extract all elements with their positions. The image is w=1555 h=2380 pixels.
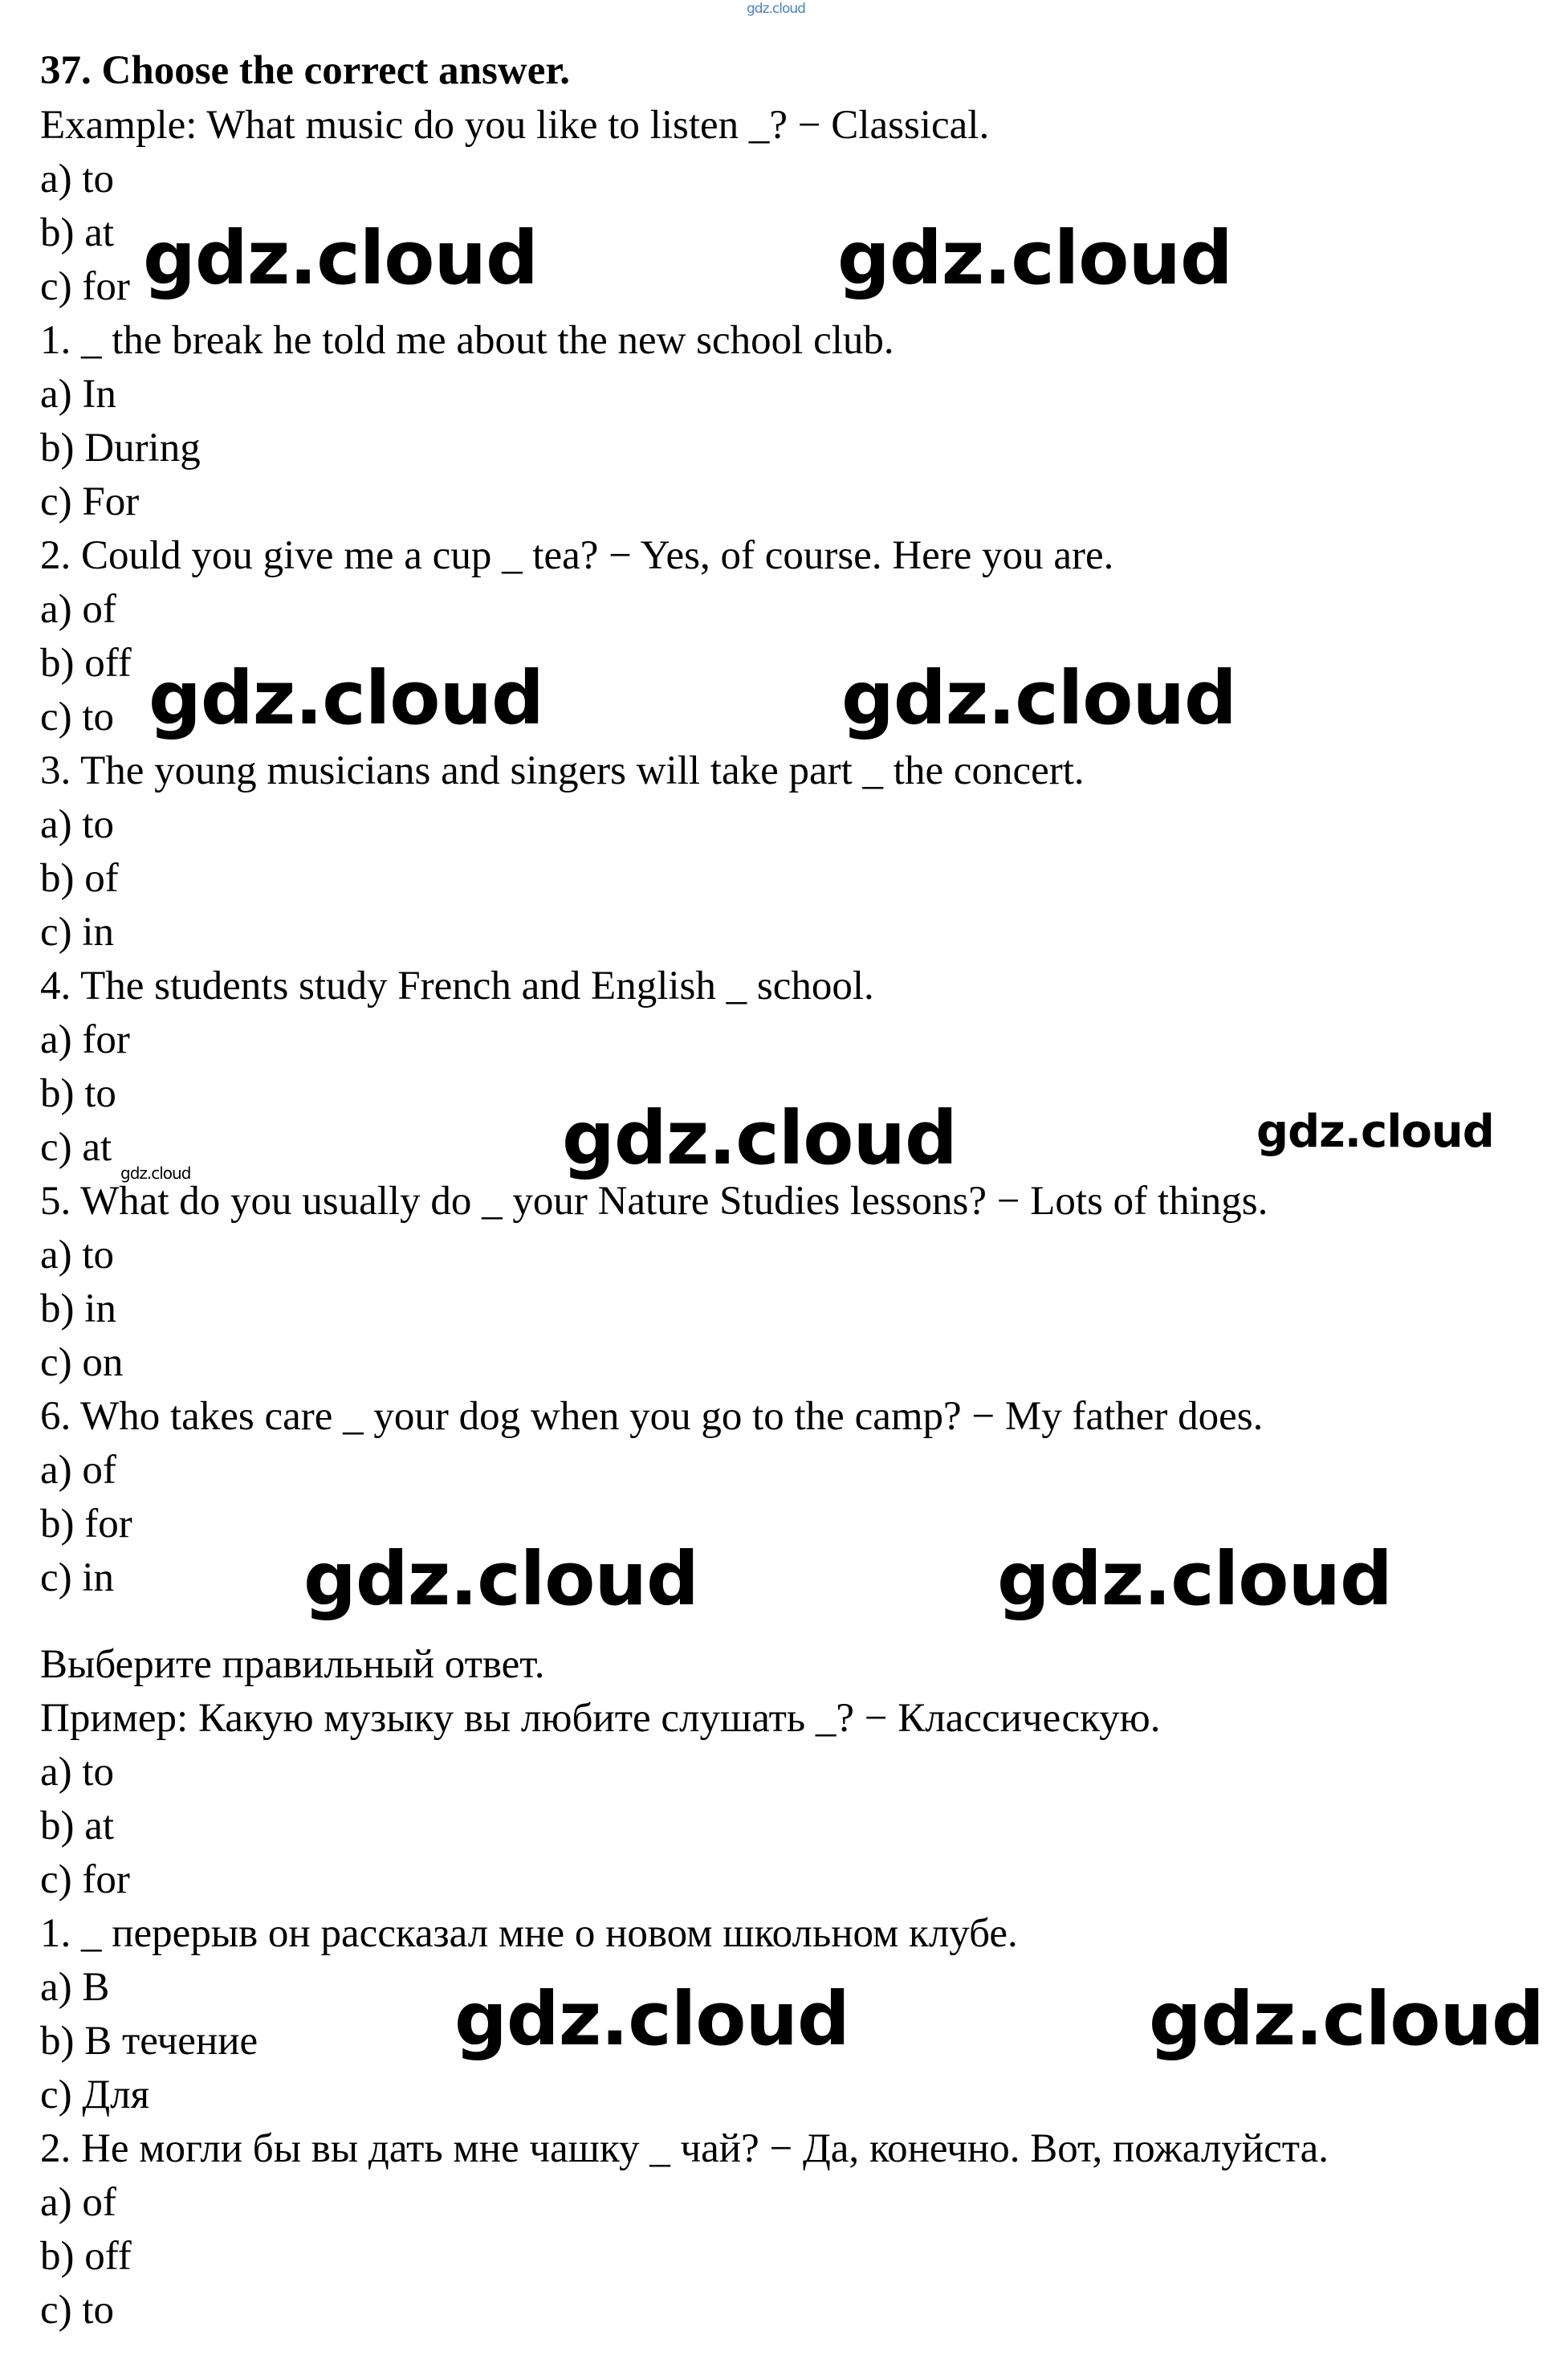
translation-question-1-option-b: b) В течение	[40, 2019, 258, 2064]
question-4-option-b: b) to	[40, 1071, 116, 1116]
translation-question-1: 1. _ перерыв он рассказал мне о новом школьном клубе.	[40, 1911, 1018, 1956]
watermark: gdz.cloud	[303, 1536, 698, 1622]
translation-example-option-b: b) at	[40, 1803, 115, 1848]
question-4: 4. The students study French and English _ school.	[40, 964, 874, 1009]
translation-example: Пример: Какую музыку вы любите слушать _? − Классическую.	[40, 1696, 1161, 1741]
translation-question-1-option-a: a) В	[40, 1965, 110, 2010]
question-2-option-c: c) to	[40, 695, 115, 740]
question-4-option-a: a) for	[40, 1017, 130, 1062]
watermark: gdz.cloud	[120, 1164, 191, 1183]
question-1-option-b: b) During	[40, 426, 201, 471]
question-5-option-a: a) to	[40, 1233, 115, 1278]
watermark: gdz.cloud	[1149, 1976, 1544, 2062]
question-6-option-a: a) of	[40, 1448, 116, 1493]
question-6-option-b: b) for	[40, 1502, 132, 1547]
example-question: Example: What music do you like to listen _? − Classical.	[40, 103, 990, 148]
question-5-option-b: b) in	[40, 1286, 116, 1331]
question-6-option-c: c) in	[40, 1555, 115, 1600]
question-3-option-c: c) in	[40, 910, 115, 955]
example-option-c: c) for	[40, 264, 130, 309]
question-1-option-c: c) For	[40, 479, 140, 524]
example-option-a: a) to	[40, 157, 115, 202]
question-2-option-b: b) off	[40, 641, 132, 686]
watermark: gdz.cloud	[841, 655, 1236, 741]
translation-question-1-option-c: c) Для	[40, 2072, 150, 2117]
question-5-option-c: c) on	[40, 1340, 124, 1385]
question-4-option-c: c) at	[40, 1125, 112, 1170]
translation-example-option-a: a) to	[40, 1750, 115, 1795]
question-2-option-a: a) of	[40, 587, 116, 632]
watermark-top: gdz.cloud	[747, 1, 805, 17]
example-option-b: b) at	[40, 210, 115, 255]
question-5: 5. What do you usually do _ your Nature Studies lessons? − Lots of things.	[40, 1179, 1268, 1224]
exercise-title: 37. Choose the correct answer.	[40, 48, 571, 93]
watermark: gdz.cloud	[837, 215, 1232, 301]
watermark: gdz.cloud	[997, 1536, 1392, 1622]
translation-example-option-c: c) for	[40, 1857, 130, 1902]
question-3-option-b: b) of	[40, 856, 119, 901]
question-2: 2. Could you give me a cup _ tea? − Yes, of course. Here you are.	[40, 533, 1114, 578]
translation-question-2: 2. Не могли бы вы дать мне чашку _ чай? − Да, конечно. Вот, пожалуйста.	[40, 2126, 1329, 2171]
watermark: gdz.cloud	[1256, 1106, 1494, 1158]
question-1: 1. _ the break he told me about the new school club.	[40, 318, 894, 363]
watermark: gdz.cloud	[143, 215, 538, 301]
question-3-option-a: a) to	[40, 802, 115, 847]
translation-question-2-option-b: b) off	[40, 2234, 132, 2279]
question-6: 6. Who takes care _ your dog when you go to the camp? − My father does.	[40, 1394, 1264, 1439]
translation-question-2-option-c: c) to	[40, 2288, 115, 2333]
question-3: 3. The young musicians and singers will take part _ the concert.	[40, 748, 1085, 793]
translation-question-2-option-a: a) of	[40, 2180, 116, 2225]
question-1-option-a: a) In	[40, 372, 116, 417]
watermark: gdz.cloud	[562, 1095, 957, 1181]
watermark: gdz.cloud	[149, 655, 543, 741]
watermark: gdz.cloud	[454, 1976, 849, 2062]
translation-title: Выберите правильный ответ.	[40, 1642, 545, 1687]
